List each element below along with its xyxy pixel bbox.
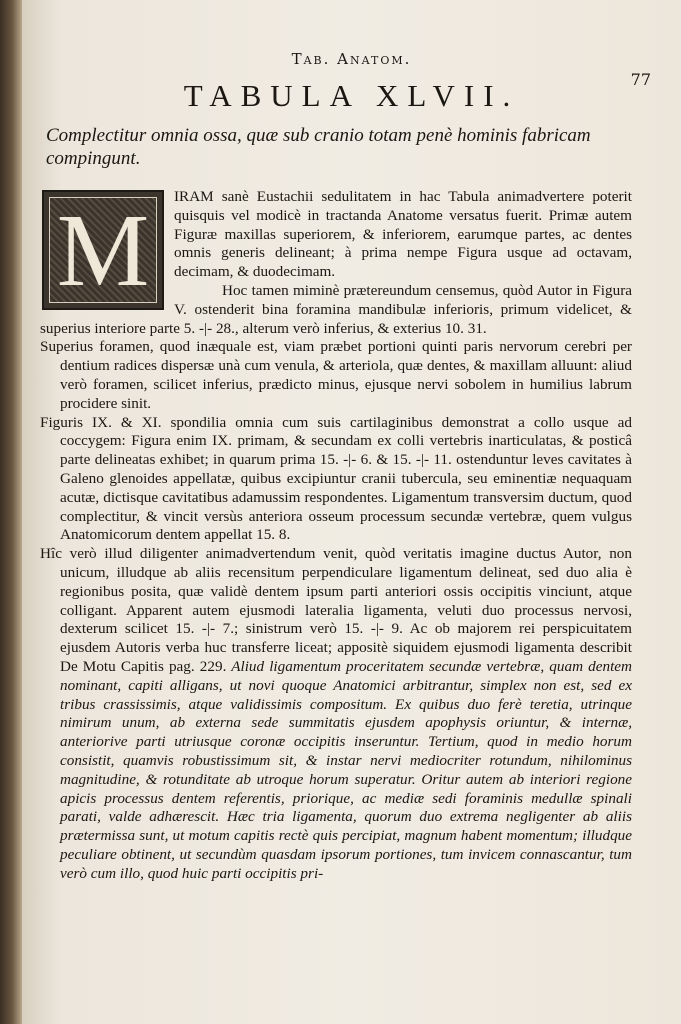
running-head: Tab. Anatom. <box>291 50 412 68</box>
book-page <box>22 0 681 1024</box>
paragraph-5: Hîc verò illud diligenter animadvertendum venit, quòd veritatis imagine ductus Autor, non unicum, illudque ab aliis recensitum perpendiculare ligamentum delineat, sed duo alia è regionibus posita, quæ validè dentem ipsum parti anteriori ossis occipitis vinciunt, atque colligant. Apparent autem ejusmodi lateralia ligamenta, veluti duo processus nervosi, dexterum scilicet 15. -|- 7.; sinistrum verò 15. -|- 9. Ac ob majorem rei perspicuitatem ejusdem Autoris verba huc transferre liceat; appositè siquidem ejusmodi ligamenta describit De Motu Capitis pag. 229. Aliud ligamentum proceritatem secundæ vertebræ, quam dentem nominant, capiti alligans, ut novi quoque Anatomici arbitrantur, simplex non est, sed ex tribus crassissimis, atque validissimis compositum. Ex quibus duo ferè teretia, utrinque nimirum unum, ab externa sede summitatis ejusdem apophysis oriuntur, & internæ, anteriorive parti utriusque coronæ occipitis inseruntur. Tertium, quod in medio horum consistit, quamvis robustissimum sit, & instar nervi mediocriter rotundum, nihilominus magnitudine, & rotunditate ab utroque horum superatur. Oritur autem ab interiori regione apicis processus dentem referentis, priorique, ac mediæ sedi foraminis medullæ spinali parati, valde adhærescit. Hæc tria ligamenta, quorum duo extrema negligenter ab aliis prætermissa sunt, ut motum capitis rectè quis percipiat, magnum habent momentum; illudque peculiare obtinent, ut secundùm quasdam ipsorum portiones, tum invicem connascantur, tum verò cum illo, quod huic parti occipitis pri- <box>40 545 633 882</box>
book-spine-shadow <box>0 0 22 1024</box>
plate-subtitle: Complectitur omnia ossa, quæ sub cranio totam penè hominis fabricam compingunt. <box>46 125 591 169</box>
quoted-passage: Aliud ligamentum proceritatem secundæ vertebræ, quam dentem nominant, capiti alligans, ut novi quoque Anatomici arbitrantur, simplex non est, sed ex tribus crassissimis, atque validissimis compositum. Ex quibus duo ferè teretia, utrinque nimirum unum, ab externa sede summitatis ejusdem apophysis oriuntur, & internæ, anteriorive parti utriusque coronæ occipitis inseruntur. Tertium, quod in medio horum consistit, quamvis robustissimum sit, & instar nervi mediocriter rotundum, nihilominus magnitudine, & rotunditate ab utroque horum superatur. Oritur autem ab interiori regione apicis processus dentem referentis, priorique, ac mediæ sedi foraminis medullæ spinali parati, valde adhærescit. Hæc tria ligamenta, quorum duo extrema negligenter ab aliis prætermissa sunt, ut motum capitis rectè quis percipiat, magnum habent momentum; illudque peculiare obtinent, ut secundùm quasdam ipsorum portiones, tum invicem connascantur, tum verò cum illo, quod huic parti occipitis pri- <box>60 657 633 882</box>
paragraph-4: Figuris IX. & XI. spondilia omnia cum suis cartilaginibus demonstrat a collo usque ad coccygem: Figura enim IX. primam, & secundam ex colli vertebris inarticulatas, & posticâ parte delineatas exhibet; in quarum prima 15. -|- 6. & 15. -|- 11. ostenduntur leves cavitates à Galeno glenoides appellatæ, quibus excipiuntur cranii tubercula, seu eminentiæ nequaquam acutæ, dictisque cavitatibus adamussim respondentes. Ligamentum transversim ductum, quod complectitur, & vincit versùs anteriora osseum processum secundæ vertebræ, quem vulgus Anatomicorum dentem appellat 15. 8. <box>40 413 632 544</box>
paragraph-1: IRAM sanè Eustachii sedulitatem in hac Tabula animadvertere poterit quisquis vel modicè in tractanda Anatome versatus fuerit. Primæ autem Figuræ maxillas superiorem, & inferiorem, earumque partes, ac dentes omnis generis delineant; à prima nempe Figura usque ad octavam, decimam, & duodecimam. <box>174 188 632 281</box>
initial-letter: M <box>56 193 150 308</box>
paragraph-3: Superius foramen, quod inæquale est, viam præbet portioni quinti paris nervorum cerebri per dentium radices dispersæ unà cum venula, & arteriola, quæ dentes, & maxillam alluunt: aliud verò foramen, scilicet inferius, prædicto minus, ejusque nervi sobolem in humilius labrum procidere sinit. <box>40 338 632 412</box>
plate-title: TABULA XLVII. <box>183 78 520 113</box>
paragraph-2: Hoc tamen miminè prætereundum censemus, quòd Autor in Figura V. ostenderit bina foramina mandibulæ inferioris, primum videlicet, & superius interiore parte 5. -|- 28., alterum verò inferius, & exterius 10. 31. <box>40 281 632 337</box>
decorated-initial <box>42 190 164 310</box>
page-number: 77 <box>630 70 651 89</box>
body-text <box>40 188 632 883</box>
